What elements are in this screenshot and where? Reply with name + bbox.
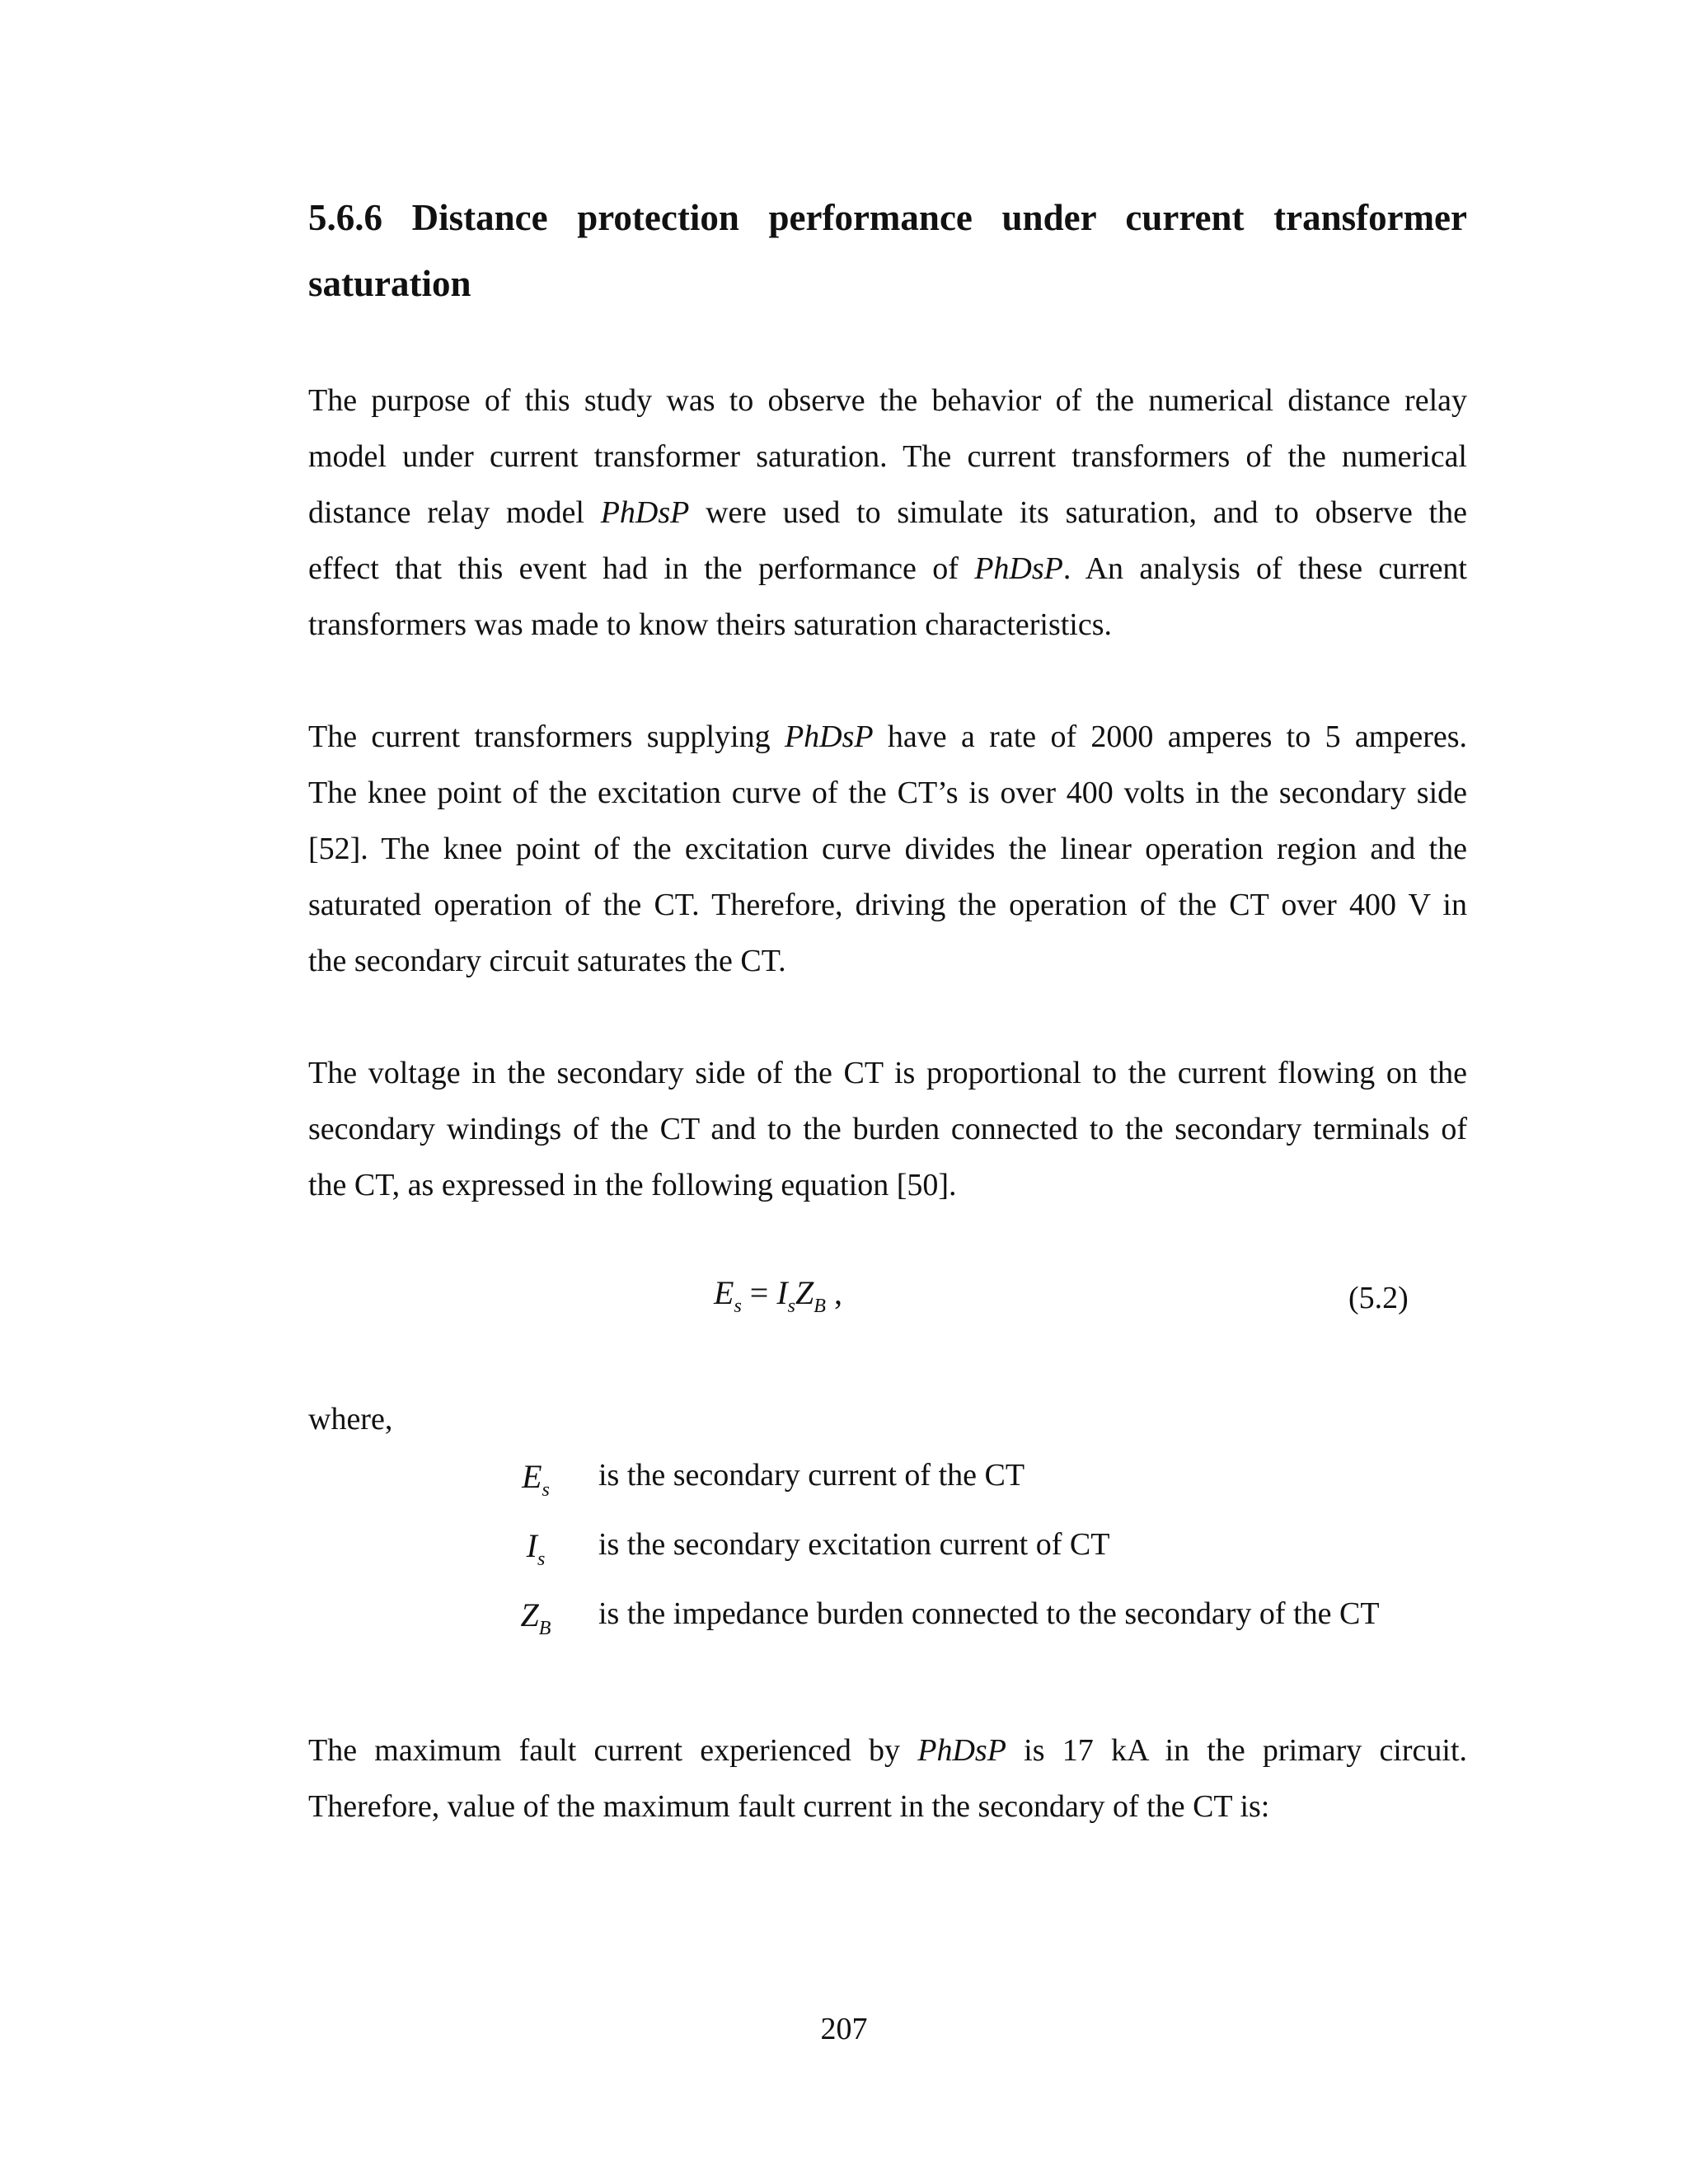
text-line [308,485,1467,541]
heading-line: 5.6.6 Distance protection performance under current transformer [308,197,1467,238]
text-line: transformers was made to know theirs saturation characteristics. [308,607,1113,642]
text-line: [52]. The knee point of the excitation curve divides the linear operation region and the [308,832,1467,866]
definition-text: is the secondary current of the CT [598,1458,1025,1493]
text-run: . An analysis of these current [1062,551,1467,586]
text-run: The maximum fault current experienced by [308,1733,918,1768]
equation-subscript: s [734,1296,742,1317]
text-line: the secondary circuit saturates the CT. [308,944,786,978]
equation-5-2 [714,1273,842,1318]
heading-line: saturation [308,263,471,304]
equation-symbol: Z [795,1274,814,1311]
equation-subscript: s [787,1296,796,1317]
equation-equals: = [741,1274,777,1311]
equation-symbol: E [714,1274,734,1311]
text-line: The knee point of the excitation curve of the CT’s is over 400 volts in the secondary side [308,776,1467,810]
symbol-letter: E [522,1458,542,1495]
paragraph-purpose [308,373,1467,653]
definition-row [511,1457,1500,1515]
where-label: where, [308,1402,393,1436]
paragraph-voltage [308,1045,1467,1213]
paragraph-ct-rating [308,709,1467,989]
definition-symbol [511,1457,560,1502]
symbol-subscript: B [538,1618,551,1639]
symbol-subscript: s [542,1479,550,1501]
page-number: 207 [820,2012,868,2046]
paragraph-fault-current [308,1722,1467,1835]
text-run: have a rate of 2000 amperes to 5 amperes. [873,719,1467,754]
equation-number: (5.2) [1348,1281,1409,1315]
text-line [308,709,1467,765]
equation-subscript: B [814,1296,826,1317]
section-heading [308,185,1467,316]
text-line: the CT, as expressed in the following equation [50]. [308,1168,957,1202]
definition-text: is the secondary excitation current of CT [598,1527,1110,1562]
definition-text: is the impedance burden connected to the secondary of the CT [598,1596,1380,1631]
model-name: PhDsP [917,1733,1006,1768]
symbol-letter: Z [520,1596,539,1633]
definition-row [511,1596,1500,1653]
model-name: PhDsP [600,495,690,530]
model-name: PhDsP [784,719,874,754]
text-run: is 17 kA in the primary circuit. [1006,1733,1467,1768]
definition-row [511,1526,1500,1584]
symbol-subscript: s [537,1549,546,1570]
equation-symbol: I [776,1274,788,1311]
text-run: The current transformers supplying [308,719,785,754]
model-name: PhDsP [974,551,1063,586]
symbol-letter: I [526,1527,537,1564]
text-line: Therefore, value of the maximum fault current in the secondary of the CT is: [308,1789,1270,1824]
text-run: distance relay model [308,495,601,530]
text-line: The purpose of this study was to observe the behavior of the numerical distance relay [308,383,1467,418]
text-line [308,541,1467,597]
text-line: secondary windings of the CT and to the burden connected to the secondary terminals of [308,1112,1467,1146]
definition-symbol [511,1526,560,1571]
definition-symbol [511,1596,560,1640]
text-line: The voltage in the secondary side of the CT is proportional to the current flowing on the [308,1056,1467,1090]
text-line [308,1722,1467,1779]
text-run: were used to simulate its saturation, and to observe the [689,495,1467,530]
text-line: saturated operation of the CT. Therefore, driving the operation of the CT over 400 V in [308,888,1467,922]
equation-trail: , [825,1274,842,1311]
text-run: effect that this event had in the performance of [308,551,975,586]
text-line: model under current transformer saturation. The current transformers of the numerical [308,439,1467,474]
